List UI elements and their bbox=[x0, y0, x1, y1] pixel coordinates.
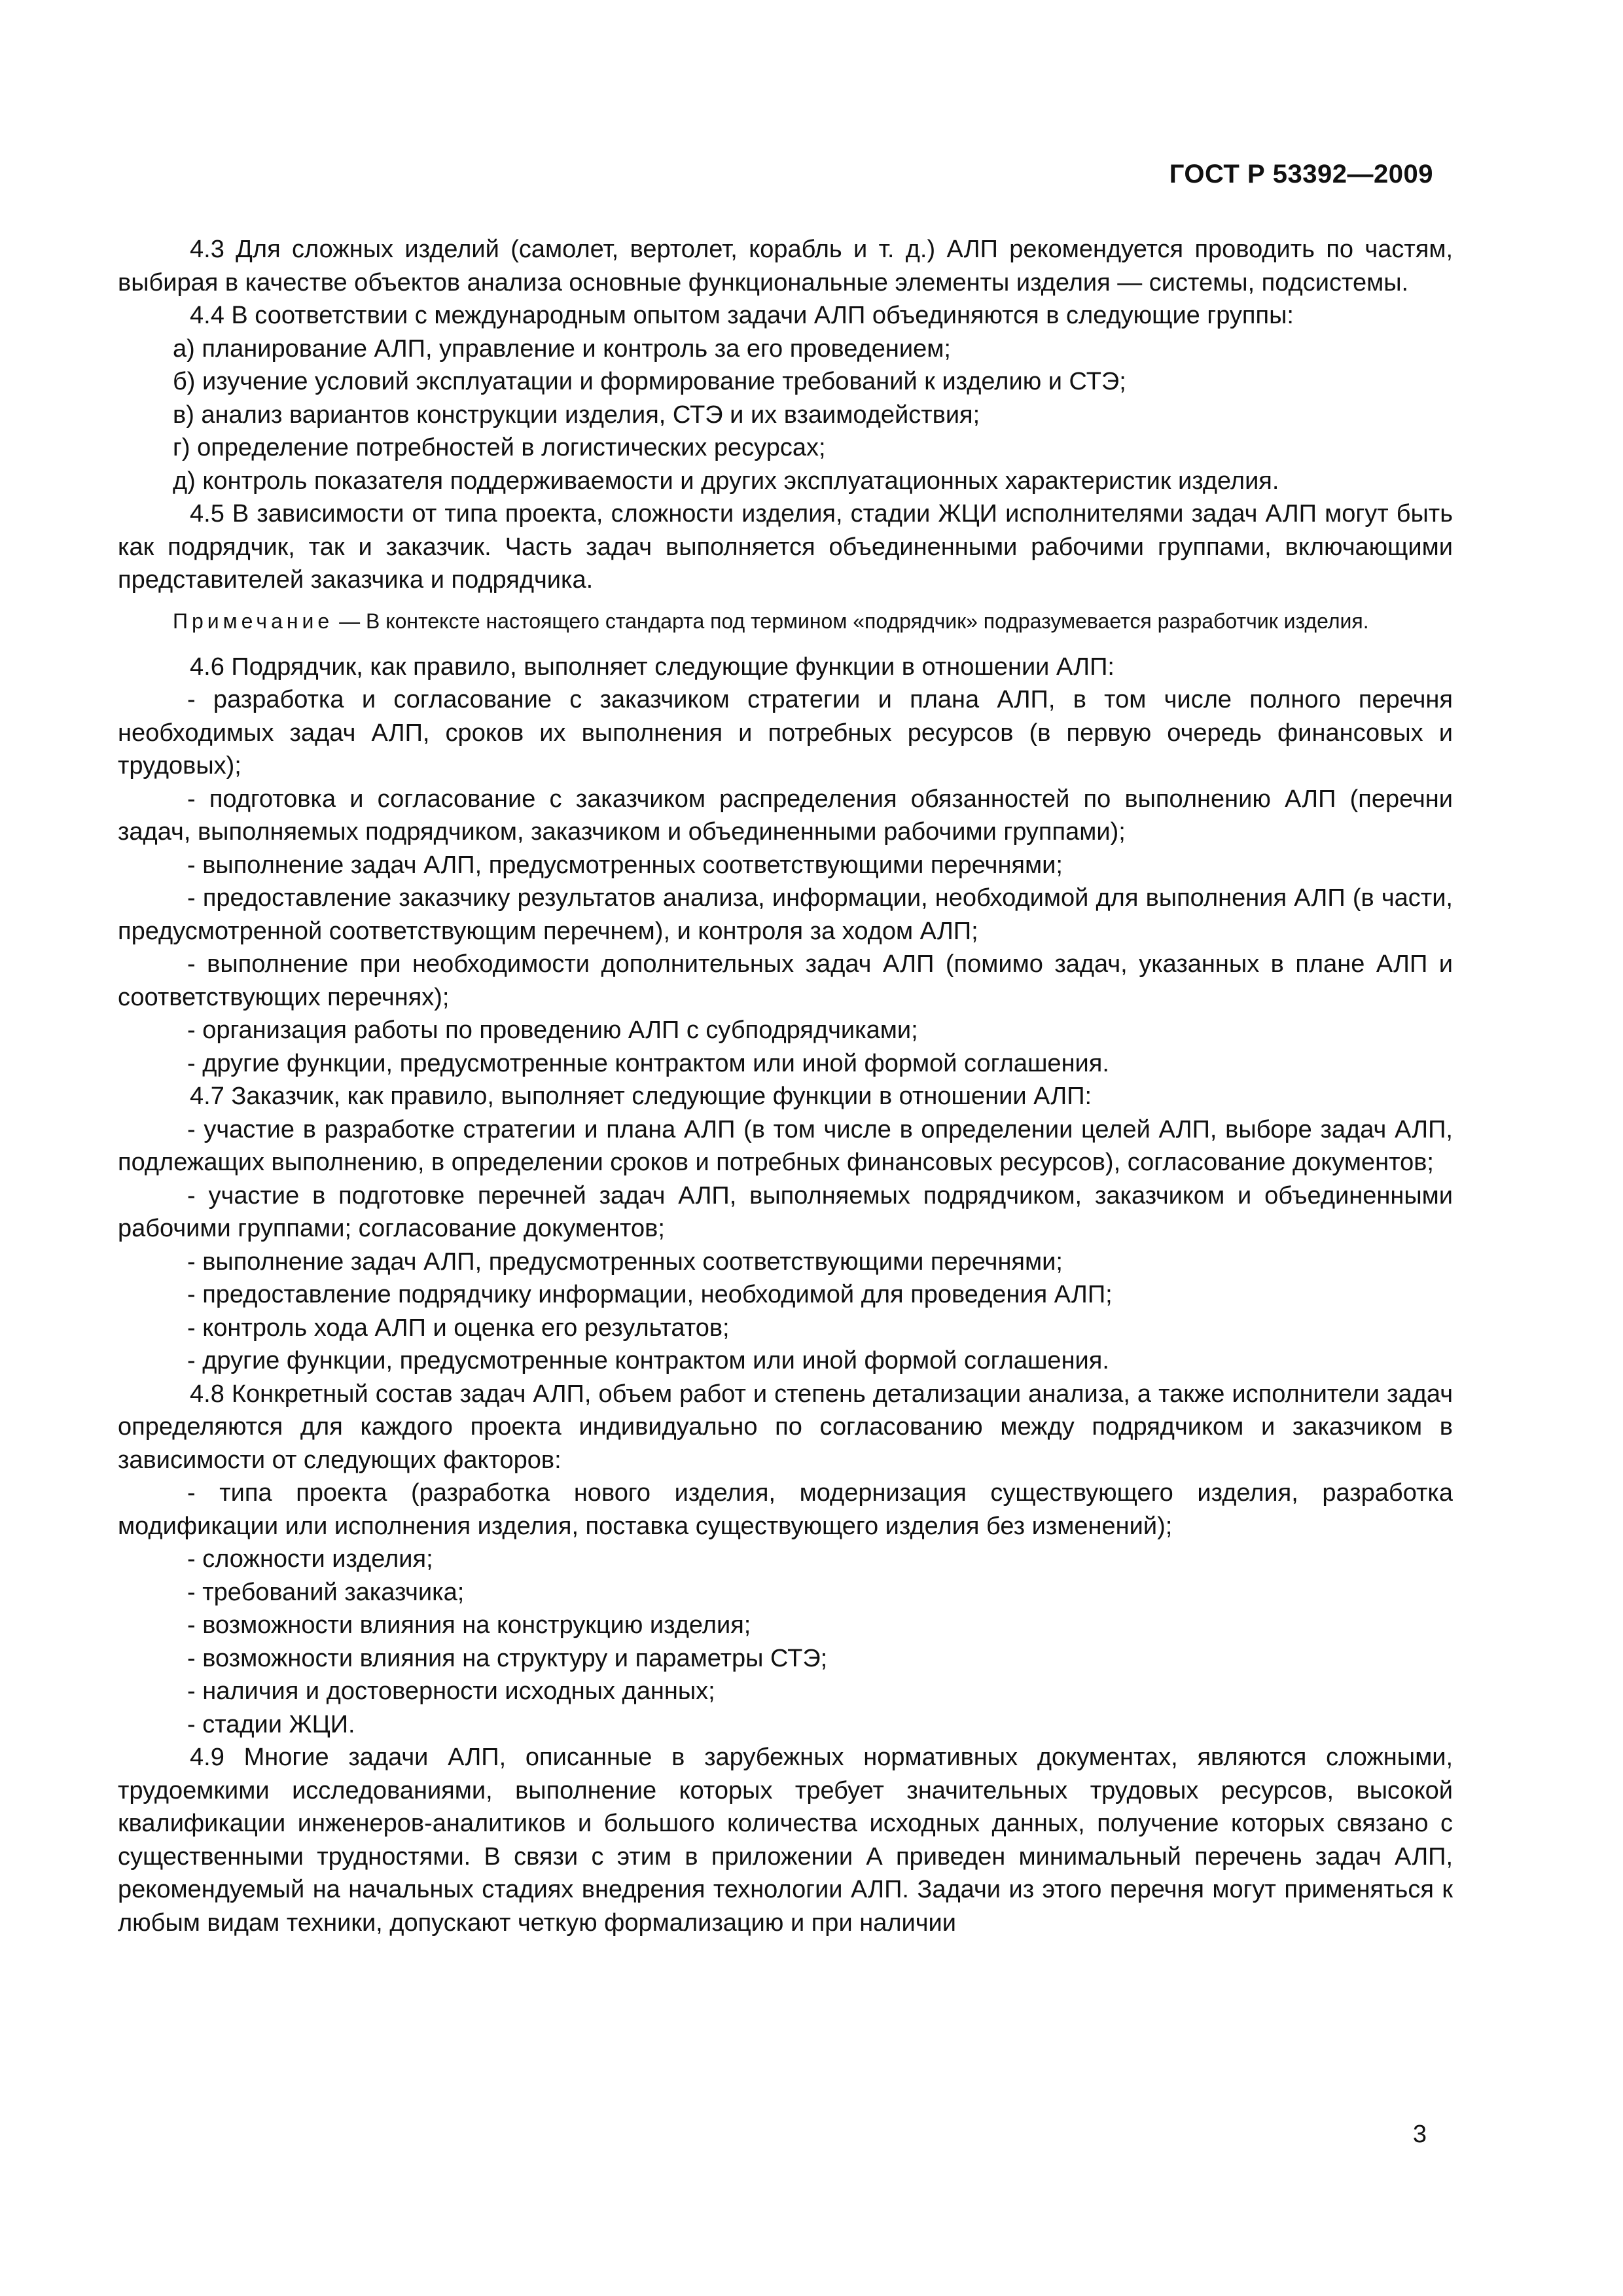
list-item: - контроль хода АЛП и оценка его результатов; bbox=[187, 1314, 730, 1342]
list-item: - требований заказчика; bbox=[187, 1578, 465, 1606]
list-item: - организация работы по проведению АЛП с субподрядчиками; bbox=[187, 1016, 918, 1044]
list-item: - другие функции, предусмотренные контрактом или иной формой соглашения. bbox=[187, 1347, 1109, 1374]
paragraph: 4.8 Конкретный состав задач АЛП, объем работ и степень детализации анализа, а также исполнители задач определяются для каждого проекта индивидуально по согласованию между подрядчиком и заказчиком в зависимости от следующих факторов: bbox=[118, 1380, 1453, 1474]
list-item: б) изучение условий эксплуатации и формирование требований к изделию и СТЭ; bbox=[173, 368, 1126, 395]
list-item: г) определение потребностей в логистических ресурсах; bbox=[173, 434, 826, 461]
list-item: - возможности влияния на структуру и параметры СТЭ; bbox=[187, 1644, 828, 1672]
paragraph: 4.9 Многие задачи АЛП, описанные в зарубежных нормативных документах, являются сложными, трудоемкими исследованиями, выполнение которых требует значительных трудовых ресурсов, высокой квалификации инженеров-аналитиков и большого количества исходных данных, получение которых связано с существенными трудностями. В связи с этим в приложении А приведен минимальный перечень задач АЛП, рекомендуемый на начальных стадиях внедрения технологии АЛП. Задачи из этого перечня могут применяться к любым видам техники, допускают четкую формализацию и при наличии bbox=[118, 1744, 1453, 1937]
paragraph: 4.7 Заказчик, как правило, выполняет следующие функции в отношении АЛП: bbox=[190, 1083, 1092, 1110]
list-item: д) контроль показателя поддерживаемости и других эксплуатационных характеристик изделия. bbox=[173, 467, 1279, 495]
paragraph: 4.3 Для сложных изделий (самолет, вертолет, корабль и т. д.) АЛП рекомендуется проводить по частям, выбирая в качестве объектов анализа основные функциональные элементы изделия — системы, подсистемы. bbox=[118, 236, 1453, 296]
paragraph: 4.4 В соответствии с международным опытом задачи АЛП объединяются в следующие группы: bbox=[190, 302, 1294, 329]
list-item: - выполнение задач АЛП, предусмотренных соответствующими перечнями; bbox=[187, 851, 1063, 879]
list-item: - типа проекта (разработка нового изделия, модернизация существующего изделия, разработка модификации или исполнения изделия, поставка существующего изделия без изменений); bbox=[118, 1479, 1453, 1540]
list-item: - разработка и согласование с заказчиком стратегии и плана АЛП, в том числе полного перечня необходимых задач АЛП, сроков их выполнения и потребных ресурсов (в первую очередь финансовых и трудовых); bbox=[118, 686, 1453, 780]
note-label: Примечание bbox=[173, 609, 334, 633]
list-item: - стадии ЖЦИ. bbox=[187, 1710, 355, 1738]
list-item: - предоставление заказчику результатов анализа, информации, необходимой для выполнения АЛП (в части, предусмотренной соответствующим перечнем), и контроля за ходом АЛП; bbox=[118, 884, 1453, 945]
page-number: 3 bbox=[1412, 2121, 1427, 2148]
paragraph: 4.5 В зависимости от типа проекта, сложности изделия, стадии ЖЦИ исполнителями задач АЛП могут быть как подрядчик, так и заказчик. Часть задач выполняется объединенными рабочими группами, включающими представителей заказчика и подрядчика. bbox=[118, 500, 1453, 594]
list-item: - возможности влияния на конструкцию изделия; bbox=[187, 1611, 751, 1639]
list-item: - сложности изделия; bbox=[187, 1545, 433, 1573]
document-header: ГОСТ Р 53392—2009 bbox=[1169, 160, 1433, 188]
paragraph: 4.6 Подрядчик, как правило, выполняет следующие функции в отношении АЛП: bbox=[190, 653, 1115, 681]
list-item: - наличия и достоверности исходных данных; bbox=[187, 1677, 715, 1705]
list-item: в) анализ вариантов конструкции изделия, СТЭ и их взаимодействия; bbox=[173, 401, 980, 429]
list-item: - выполнение при необходимости дополнительных задач АЛП (помимо задач, указанных в плане АЛП и соответствующих перечнях); bbox=[118, 950, 1453, 1011]
list-item: - подготовка и согласование с заказчиком распределения обязанностей по выполнению АЛП (перечни задач, выполняемых подрядчиком, заказчиком и объединенными рабочими группами); bbox=[118, 785, 1453, 846]
note-text: — В контексте настоящего стандарта под термином «подрядчик» подразумевается разработчик изделия. bbox=[339, 609, 1369, 633]
note bbox=[118, 606, 1453, 636]
list-item: - участие в подготовке перечней задач АЛП, выполняемых подрядчиком, заказчиком и объединенными рабочими группами; согласование документов; bbox=[118, 1181, 1453, 1242]
list-item: - предоставление подрядчику информации, необходимой для проведения АЛП; bbox=[187, 1281, 1113, 1308]
list-item: - другие функции, предусмотренные контрактом или иной формой соглашения. bbox=[187, 1049, 1109, 1077]
list-item: - участие в разработке стратегии и плана АЛП (в том числе в определении целей АЛП, выборе задач АЛП, подлежащих выполнению, в определении сроков и потребных финансовых ресурсов), согласование документов; bbox=[118, 1115, 1453, 1176]
document-body bbox=[118, 233, 1453, 1939]
list-item: - выполнение задач АЛП, предусмотренных соответствующими перечнями; bbox=[187, 1247, 1063, 1276]
list-item: а) планирование АЛП, управление и контроль за его проведением; bbox=[173, 334, 951, 363]
